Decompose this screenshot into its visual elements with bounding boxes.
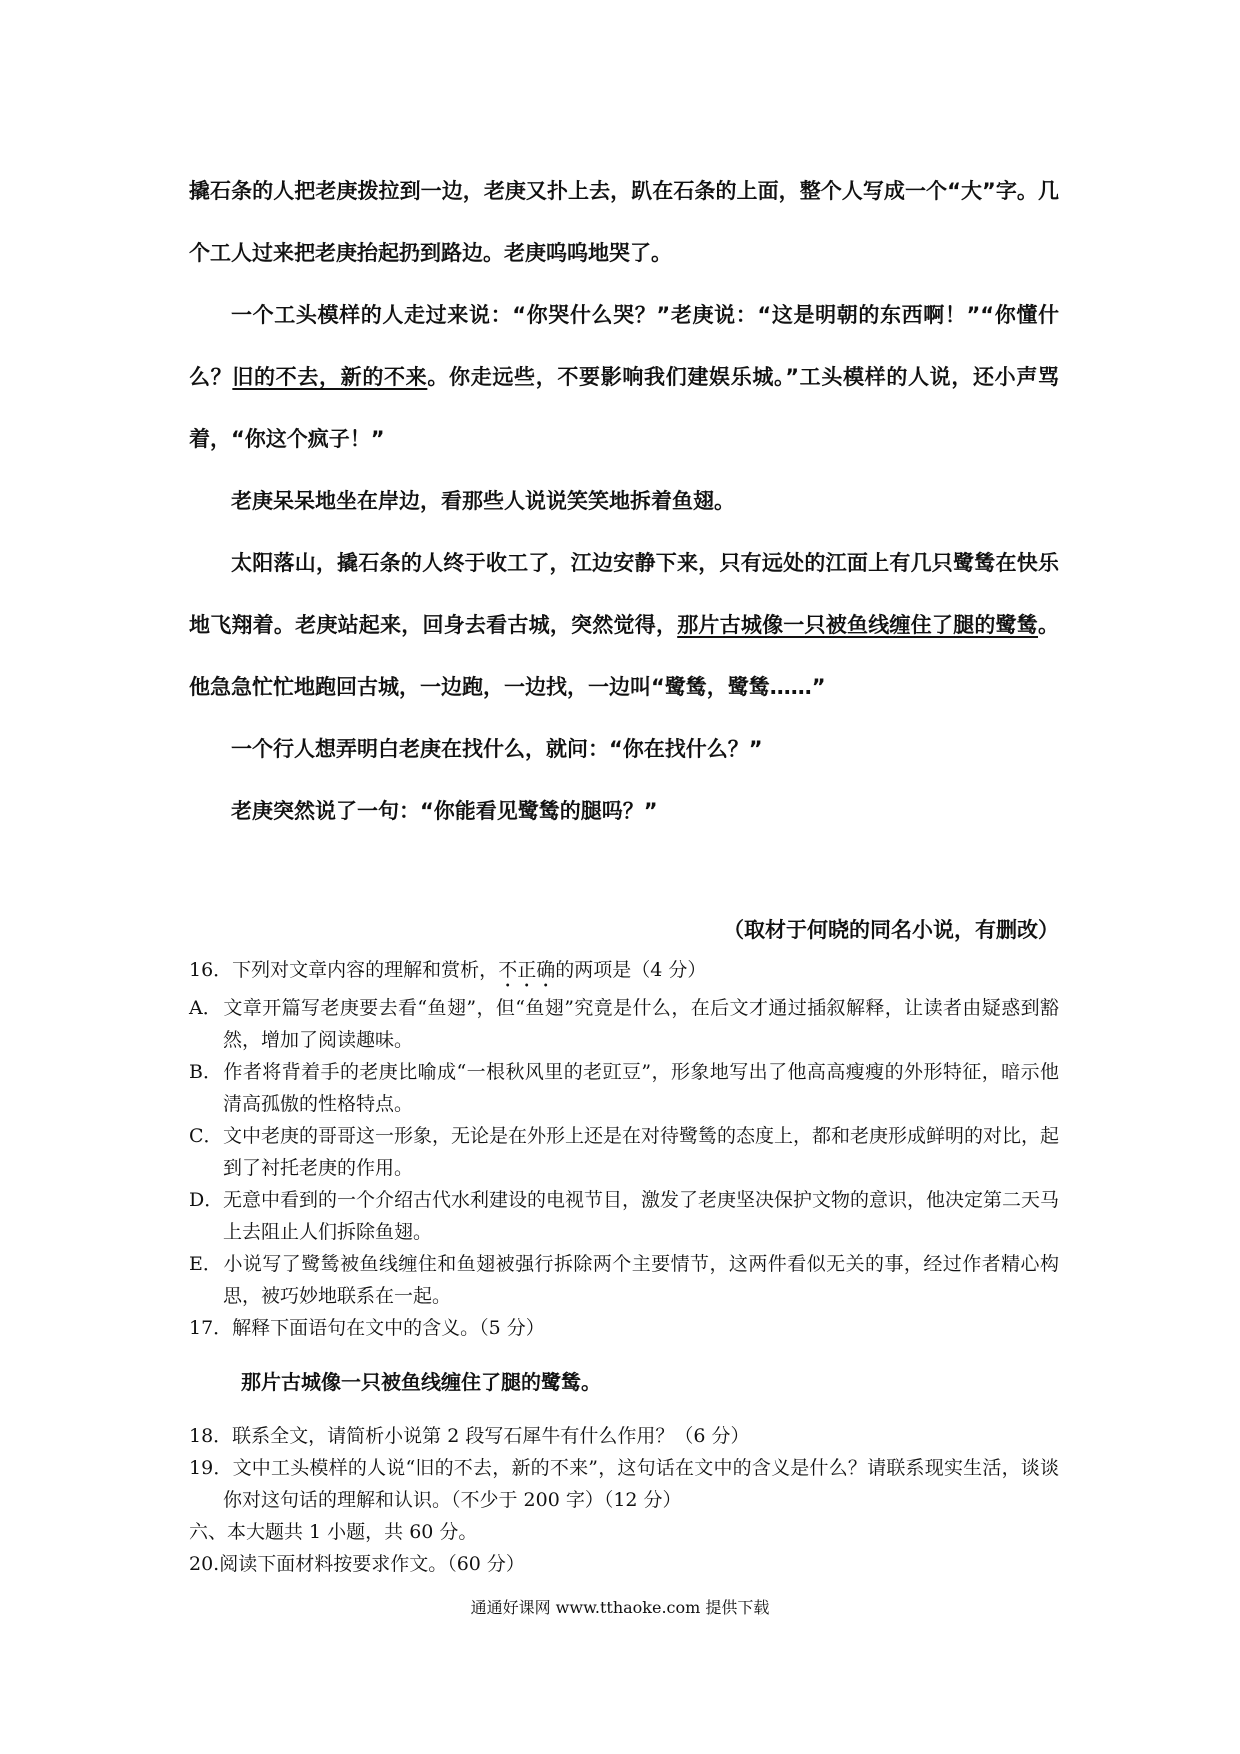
- option-e: [189, 1248, 1059, 1312]
- section-six-heading: 六、本大题共 1 小题，共 60 分。: [189, 1521, 478, 1543]
- passage-text: 一个工头模样的人走过来说：“你哭什么哭？”老庚说：“这是明朝的东西啊！”“你懂什么？: [189, 303, 1059, 389]
- option-letter: B．: [189, 1061, 222, 1083]
- passage-paragraph-6: 老庚突然说了一句：“你能看见鹭鸶的腿吗？”: [231, 799, 658, 823]
- option-letter: E．: [189, 1253, 222, 1275]
- option-letter: C．: [189, 1125, 223, 1147]
- option-text: 文章开篇写老庚要去看“鱼翅”，但“鱼翅”究竟是什么，在后文才通过插叙解释，让读者由疑惑到豁然，增加了阅读趣味。: [223, 997, 1059, 1051]
- question-text: 16．下列对文章内容的理解和赏析，: [189, 959, 499, 981]
- question-17: 17．解释下面语句在文中的含义。（5 分）: [189, 1317, 545, 1339]
- option-text: 文中老庚的哥哥这一形象，无论是在外形上还是在对待鹭鸶的态度上，都和老庚形成鲜明的对比，起到了衬托老庚的作用。: [223, 1125, 1060, 1179]
- option-a: [189, 992, 1059, 1056]
- question-16: [189, 954, 1059, 992]
- option-text: 无意中看到的一个介绍古代水利建设的电视节目，激发了老庚坚决保护文物的意识，他决定第二天马上去阻止人们拆除鱼翅。: [223, 1189, 1060, 1243]
- underlined-phrase: 旧的不去，新的不来: [232, 365, 428, 389]
- option-letter: D．: [189, 1189, 224, 1211]
- option-text: 小说写了鹭鸶被鱼线缠住和鱼翅被强行拆除两个主要情节，这两件看似无关的事，经过作者精心构思，被巧妙地联系在一起。: [223, 1253, 1059, 1307]
- question-18: 18．联系全文，请简析小说第 2 段写石犀牛有什么作用？（6 分）: [189, 1425, 750, 1447]
- option-list: [189, 992, 1059, 1312]
- passage-paragraph-1: 撬石条的人把老庚拨拉到一边，老庚又扑上去，趴在石条的上面，整个人写成一个“大”字。几个工人过来把老庚抬起扔到路边。老庚呜呜地哭了。: [189, 179, 1059, 265]
- story-passage: [189, 160, 1059, 842]
- question-section: [189, 954, 1059, 1580]
- option-b: [189, 1056, 1059, 1120]
- passage-paragraph-2: [189, 284, 1059, 470]
- option-letter: A．: [189, 997, 222, 1019]
- passage-text: 太阳落山，撬石条的人终于收工了，江边安静下来，只有远处的江面上有几只鹭鸶在快乐地飞翔着。老庚站起来，回身去看古城，突然觉得，: [189, 551, 1059, 637]
- passage-paragraph-3: 老庚呆呆地坐在岸边，看那些人说说笑笑地拆着鱼翅。: [231, 489, 735, 513]
- emphasized-text: 不正确: [498, 959, 556, 981]
- passage-paragraph-5: 一个行人想弄明白老庚在找什么，就问：“你在找什么？”: [231, 737, 763, 761]
- option-d: [189, 1184, 1059, 1248]
- passage-text: 。他急急忙忙地跑回古城，一边跑，一边找，一边叫“鹭鸶，鹭鸶……”: [189, 613, 1060, 699]
- question-text: 的两项是（4 分）: [555, 959, 707, 981]
- option-text: 作者将背着手的老庚比喻成“一根秋风里的老豇豆”，形象地写出了他高高瘦瘦的外形特征，暗示他清高孤傲的性格特点。: [223, 1061, 1059, 1115]
- page-footer: 通通好课网 www.tthaoke.com 提供下载: [470, 1598, 770, 1617]
- underlined-sentence: 那片古城像一只被鱼线缠住了腿的鹭鸶: [677, 613, 1039, 637]
- option-c: [189, 1120, 1059, 1184]
- passage-text: 。你走远些，不要影响我们建娱乐城。”工头模样的人说，还小声骂着，“你这个疯子！”: [189, 365, 1060, 451]
- question-19: 19．文中工头模样的人说“旧的不去，新的不来”，这句话在文中的含义是什么？请联系现实生活，谈谈你对这句话的理解和认识。（不少于 200 字）（12 分）: [189, 1457, 1059, 1511]
- passage-paragraph-4: [189, 532, 1059, 718]
- quoted-sentence: 那片古城像一只被鱼线缠住了腿的鹭鸶。: [241, 1370, 601, 1394]
- passage-source: （取材于何晓的同名小说，有删改）: [723, 918, 1059, 942]
- question-20: 20.阅读下面材料按要求作文。（60 分）: [189, 1553, 525, 1575]
